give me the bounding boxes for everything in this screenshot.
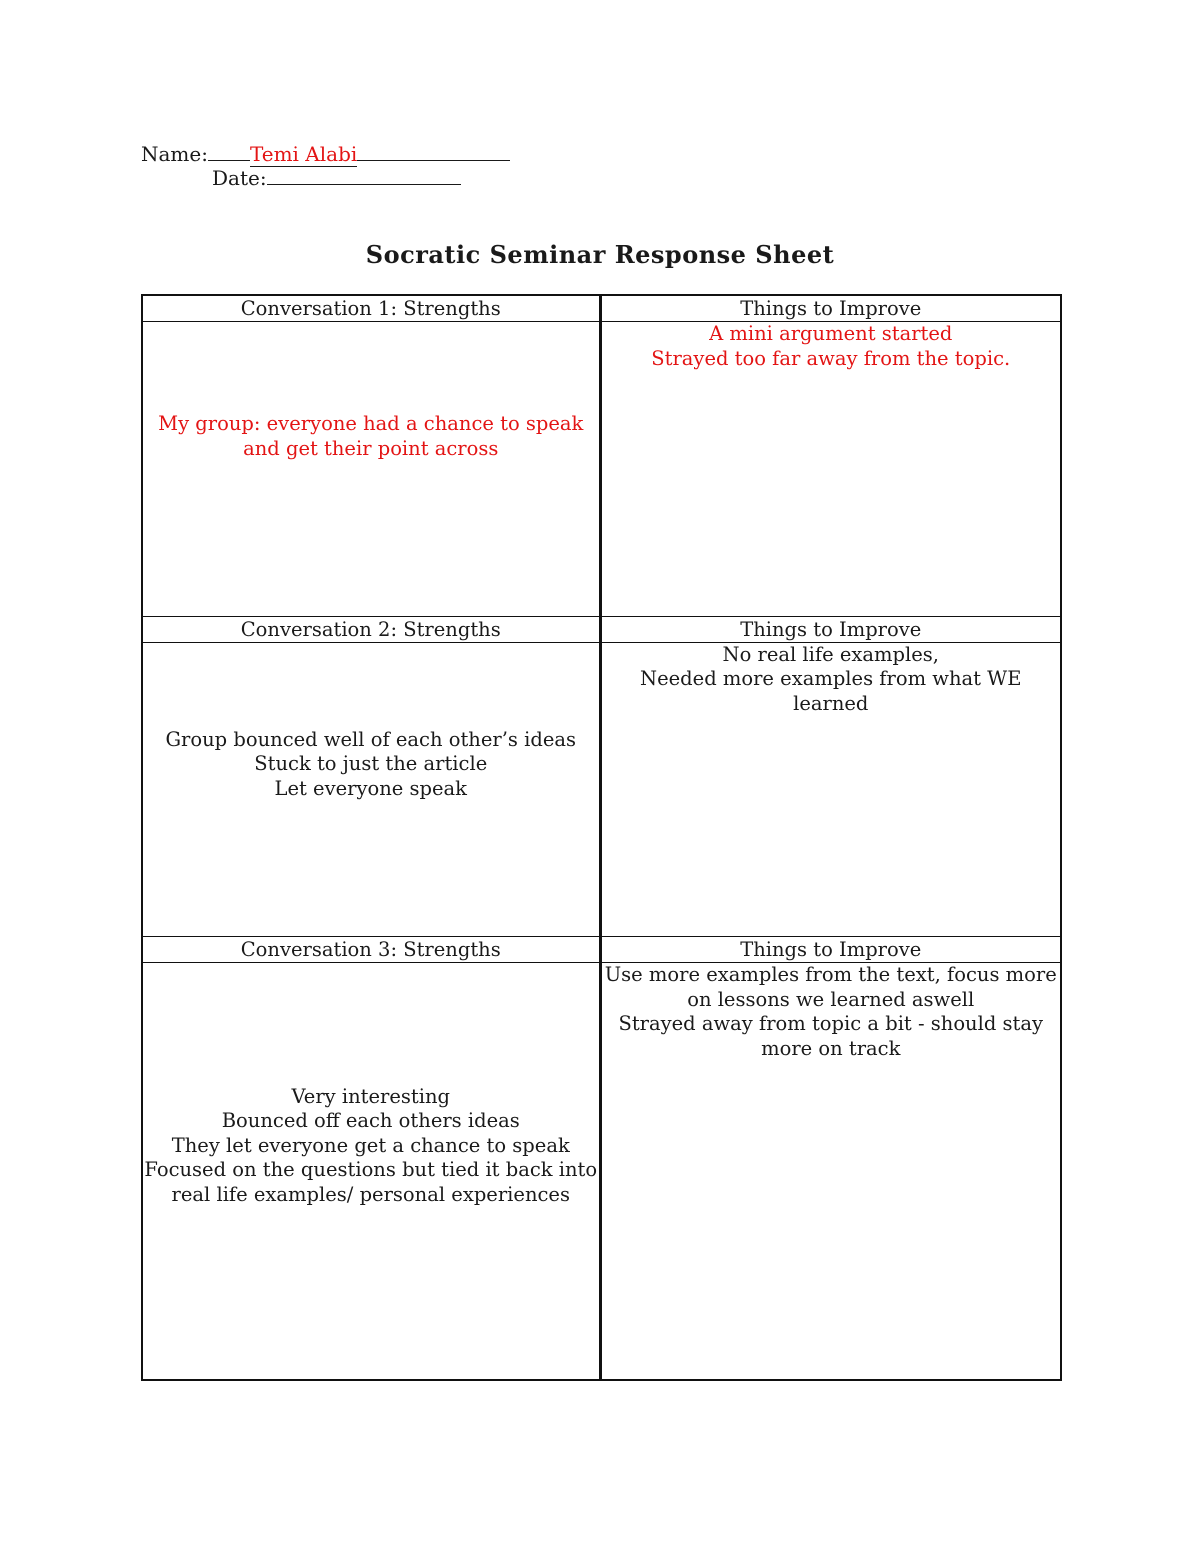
conv2-strengths-header: Conversation 2: Strengths: [142, 616, 600, 642]
conv2-header-row: [142, 616, 1061, 642]
conv2-strength-line: Stuck to just the article: [254, 752, 488, 776]
conv3-strength-line: Focused on the questions but tied it back into: [144, 1158, 598, 1182]
date-label: Date:: [212, 166, 267, 190]
conv2-improve-line: Needed more examples from what WE: [640, 667, 1022, 691]
conv2-improve-cell[interactable]: [600, 642, 1061, 937]
conv2-improve-header: Things to Improve: [600, 616, 1061, 642]
conv3-strengths-cell[interactable]: [142, 963, 600, 1380]
conv1-improve-line: Strayed too far away from the topic.: [651, 346, 1011, 370]
conv1-improve-cell[interactable]: [600, 322, 1061, 617]
date-line: [212, 166, 461, 190]
conv1-strengths-header: Conversation 1: Strengths: [142, 295, 600, 322]
date-field[interactable]: [267, 166, 461, 185]
conv2-improve-line: learned: [793, 691, 869, 715]
conv3-improve-line: on lessons we learned aswell: [687, 987, 975, 1011]
conv3-improve-cell[interactable]: [600, 963, 1061, 1380]
conv2-response-row: [142, 642, 1061, 937]
conv3-improve-line: Use more examples from the text, focus more: [604, 963, 1057, 987]
conv1-strengths-cell[interactable]: [142, 322, 600, 617]
conv1-improve-line: A mini argument started: [709, 322, 953, 346]
page-title: Socratic Seminar Response Sheet: [365, 240, 835, 269]
conv2-strength-line: Group bounced well of each other’s ideas: [165, 727, 577, 751]
conv2-strengths-cell[interactable]: [142, 642, 600, 937]
conv1-strength-line: My group: everyone had a chance to speak: [158, 412, 584, 436]
conv2-strength-line: Let everyone speak: [274, 776, 467, 800]
conv1-strength-line: and get their point across: [243, 436, 499, 460]
conv3-improve-line: more on track: [761, 1036, 901, 1060]
conv3-header-row: [142, 937, 1061, 963]
conv3-response-row: [142, 963, 1061, 1380]
conv3-improve-header: Things to Improve: [600, 937, 1061, 963]
name-label: Name:: [141, 142, 208, 166]
conv1-improve-header: Things to Improve: [600, 295, 1061, 322]
conv3-improve-line: Strayed away from topic a bit - should stay: [618, 1012, 1044, 1036]
conv1-header-row: [142, 295, 1061, 322]
response-table: [141, 294, 1062, 1381]
conv3-strength-line: They let everyone get a chance to speak: [171, 1133, 570, 1157]
conv3-strength-line: Very interesting: [291, 1084, 451, 1108]
name-value[interactable]: Temi Alabi: [249, 142, 358, 166]
conv3-strength-line: Bounced off each others ideas: [221, 1109, 520, 1133]
conv3-strength-line: real life examples/ personal experiences: [171, 1182, 570, 1206]
conv3-strengths-header: Conversation 3: Strengths: [142, 937, 600, 963]
name-line: [141, 142, 510, 166]
conv1-response-row: [142, 322, 1061, 617]
conv2-improve-line: No real life examples,: [722, 642, 939, 666]
